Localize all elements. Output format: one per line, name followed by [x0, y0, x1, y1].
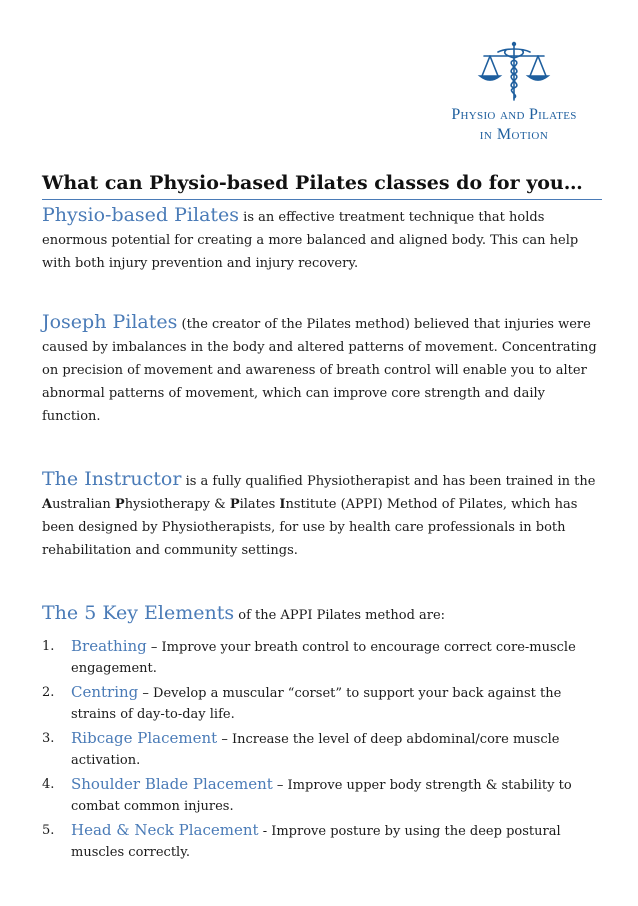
list-number: 2.: [42, 685, 55, 700]
key-elements-list: [42, 636, 602, 863]
logo-name: Physio and Pilates: [451, 106, 577, 123]
list-item: [42, 774, 602, 817]
element-term: Ribcage Placement: [71, 729, 218, 747]
list-number: 5.: [42, 823, 55, 838]
element-term: Centring: [71, 683, 139, 701]
bold-letter: I: [279, 497, 286, 512]
bold-letter: P: [229, 497, 240, 512]
document-body: [42, 172, 602, 866]
section-text: hysiotherapy &: [124, 497, 230, 512]
section-text: ilates: [239, 497, 280, 512]
element-text: – Increase the level of deep abdominal/core muscle activation.: [71, 732, 560, 768]
title-divider: [42, 199, 602, 200]
section-text: of the APPI Pilates method are:: [234, 608, 446, 623]
section-lead: The Instructor: [42, 468, 182, 490]
section-joseph-pilates: [42, 311, 602, 428]
section-text: (the creator of the Pilates method) believed that injuries were caused by imbalances in the body and altered patterns of movement. Concentrating on precision of movement and awareness of breath control will enable you to alter abnormal patterns of movement, which can improve core strength and daily function.: [42, 317, 597, 424]
list-item: [42, 682, 602, 725]
section-lead: Joseph Pilates: [42, 311, 178, 333]
list-number: 4.: [42, 777, 55, 792]
element-text: - Improve posture by using the deep postural muscles correctly.: [71, 824, 561, 860]
list-item: [42, 728, 602, 771]
section-lead: Physio-based Pilates: [42, 204, 240, 226]
bold-letter: P: [114, 497, 125, 512]
section-lead: The 5 Key Elements: [42, 602, 235, 624]
section-text: nstitute (APPI) Method of Pilates, which has been designed by Physiotherapists, for use by health care professionals in both rehabilitation and community settings.: [42, 497, 578, 558]
element-term: Shoulder Blade Placement: [71, 775, 273, 793]
list-number: 3.: [42, 731, 55, 746]
list-number: 1.: [42, 639, 55, 654]
logo: [428, 40, 600, 148]
section-text: ustralian: [52, 497, 115, 512]
list-item: [42, 636, 602, 679]
element-text: – Develop a muscular “corset” to support your back against the strains of day-to-day life.: [71, 686, 562, 722]
section-physio-pilates: [42, 204, 602, 275]
element-text: – Improve your breath control to encourage correct core-muscle engagement.: [71, 640, 576, 676]
section-text: is a fully qualified Physiotherapist and has been trained in the: [181, 474, 596, 489]
section-instructor: [42, 468, 602, 562]
element-text: – Improve upper body strength & stability to combat common injures.: [71, 778, 572, 814]
page-title: What can Physio-based Pilates classes do for you…: [42, 172, 583, 194]
caduceus-scales-icon: [476, 40, 552, 104]
element-term: Head & Neck Placement: [71, 821, 259, 839]
list-item: [42, 820, 602, 863]
bold-letter: A: [42, 497, 53, 512]
key-elements-heading: [42, 602, 602, 627]
element-term: Breathing: [71, 637, 147, 655]
logo-tagline: in Motion: [479, 126, 549, 143]
section-text: is an effective treatment technique that holds enormous potential for creating a more balanced and aligned body. This can help with both injury prevention and injury recovery.: [42, 210, 579, 271]
